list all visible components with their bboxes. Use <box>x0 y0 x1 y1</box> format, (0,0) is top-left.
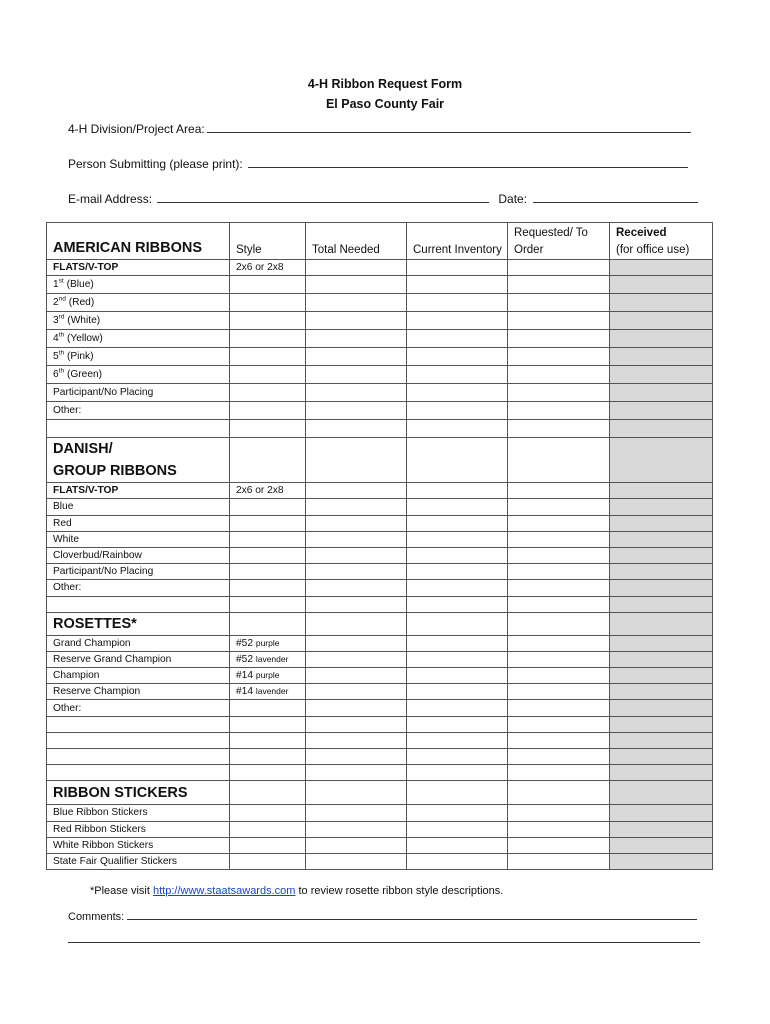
table-cell[interactable] <box>230 276 306 294</box>
table-cell[interactable] <box>508 805 610 821</box>
place-1 <box>47 276 230 294</box>
table-cell[interactable] <box>230 294 306 312</box>
danish-white: White <box>47 531 230 547</box>
label-text: th <box>58 349 65 357</box>
office-use-cell[interactable] <box>610 384 713 402</box>
table-row <box>47 438 713 483</box>
col-received-note: (for office use) <box>616 244 690 256</box>
label-text: lavender <box>255 686 289 697</box>
division-row <box>68 120 691 136</box>
table-cell[interactable] <box>508 716 610 732</box>
table-cell[interactable] <box>407 853 508 869</box>
table-cell[interactable] <box>47 749 230 765</box>
table-cell[interactable] <box>407 580 508 596</box>
table-cell[interactable] <box>508 515 610 531</box>
table-cell[interactable] <box>407 330 508 348</box>
table-cell[interactable] <box>508 294 610 312</box>
person-label: Person Submitting (please print): <box>68 157 243 171</box>
person-input-line[interactable] <box>248 155 688 168</box>
table-cell[interactable] <box>306 596 407 612</box>
table-cell[interactable] <box>230 732 306 748</box>
table-cell[interactable] <box>407 384 508 402</box>
label-text: th <box>58 367 65 375</box>
office-use-cell[interactable] <box>610 612 713 635</box>
form-title: 4-H Ribbon Request Form <box>307 77 463 91</box>
col-style: Style <box>230 223 306 260</box>
table-cell[interactable] <box>230 684 306 700</box>
table-cell[interactable] <box>230 515 306 531</box>
table-cell[interactable] <box>508 635 610 651</box>
table-row <box>47 402 713 420</box>
table-cell[interactable] <box>407 635 508 651</box>
office-use-cell[interactable] <box>610 580 713 596</box>
table-cell[interactable] <box>306 515 407 531</box>
table-cell[interactable] <box>508 732 610 748</box>
table-cell[interactable] <box>230 668 306 684</box>
table-cell[interactable] <box>508 438 610 483</box>
table-cell[interactable] <box>306 635 407 651</box>
table-row <box>47 294 713 312</box>
danish-other: Other: <box>47 580 230 596</box>
sticker-white: White Ribbon Stickers <box>47 837 230 853</box>
table-row <box>47 765 713 781</box>
table-cell[interactable] <box>407 837 508 853</box>
table-cell[interactable] <box>407 805 508 821</box>
table-cell[interactable] <box>47 596 230 612</box>
danish-heading <box>47 438 230 483</box>
table-row <box>47 749 713 765</box>
table-cell[interactable] <box>508 276 610 294</box>
office-use-cell[interactable] <box>610 366 713 384</box>
label-text: (Red) <box>68 297 95 309</box>
rosette-champion: Champion <box>47 668 230 684</box>
table-row <box>47 420 713 438</box>
table-cell[interactable] <box>407 515 508 531</box>
american-participant: Participant/No Placing <box>47 384 230 402</box>
table-cell[interactable] <box>306 384 407 402</box>
sticker-red: Red Ribbon Stickers <box>47 821 230 837</box>
american-style: 2x6 or 2x8 <box>230 260 306 276</box>
table-cell[interactable] <box>407 765 508 781</box>
table-cell[interactable] <box>306 668 407 684</box>
office-use-cell[interactable] <box>610 853 713 869</box>
label-text: lavender <box>255 653 289 664</box>
table-row <box>47 821 713 837</box>
table-cell[interactable] <box>230 596 306 612</box>
place-5 <box>47 348 230 366</box>
table-row <box>47 384 713 402</box>
table-row <box>47 732 713 748</box>
table-row <box>47 276 713 294</box>
office-use-cell[interactable] <box>610 515 713 531</box>
table-cell[interactable] <box>508 837 610 853</box>
american-heading: AMERICAN RIBBONS <box>47 223 230 260</box>
office-use-cell[interactable] <box>610 668 713 684</box>
label-text: 6 <box>53 369 59 381</box>
table-cell[interactable] <box>306 330 407 348</box>
label-text: nd <box>58 295 66 303</box>
table-row <box>47 668 713 684</box>
table-cell[interactable] <box>407 294 508 312</box>
table-cell[interactable] <box>508 853 610 869</box>
ribbon-request-table <box>46 222 713 870</box>
comments-row <box>68 907 697 923</box>
table-cell[interactable] <box>306 366 407 384</box>
table-cell[interactable] <box>306 564 407 580</box>
label-text: #14 <box>236 670 253 682</box>
table-row <box>47 223 713 260</box>
office-use-cell[interactable] <box>610 348 713 366</box>
table-row <box>47 837 713 853</box>
table-cell[interactable] <box>306 531 407 547</box>
table-row <box>47 483 713 499</box>
label-text: rd <box>58 313 65 321</box>
rosette-reserve-champion: Reserve Champion <box>47 684 230 700</box>
table-cell[interactable] <box>407 732 508 748</box>
table-cell[interactable] <box>306 716 407 732</box>
label-text: (Yellow) <box>66 333 103 345</box>
col-total-needed: Total Needed <box>306 223 407 260</box>
table-cell[interactable] <box>230 716 306 732</box>
table-cell[interactable] <box>407 547 508 563</box>
table-cell[interactable] <box>306 765 407 781</box>
table-cell[interactable] <box>306 260 407 276</box>
office-use-cell[interactable] <box>610 635 713 651</box>
table-cell[interactable] <box>230 499 306 515</box>
office-use-cell[interactable] <box>610 547 713 563</box>
office-use-cell[interactable] <box>610 700 713 716</box>
table-cell[interactable] <box>407 596 508 612</box>
person-row <box>68 155 688 171</box>
office-use-cell[interactable] <box>610 821 713 837</box>
label-text: 5 <box>53 351 59 363</box>
office-use-cell[interactable] <box>610 732 713 748</box>
table-cell[interactable] <box>230 420 306 438</box>
office-use-cell[interactable] <box>610 402 713 420</box>
table-cell[interactable] <box>508 564 610 580</box>
table-cell[interactable] <box>306 749 407 765</box>
office-use-cell[interactable] <box>610 420 713 438</box>
table-cell[interactable] <box>508 531 610 547</box>
email-input-line[interactable] <box>157 190 489 203</box>
table-cell[interactable] <box>407 749 508 765</box>
table-cell[interactable] <box>230 781 306 805</box>
comments-label: Comments: <box>68 911 125 923</box>
table-cell[interactable] <box>508 483 610 499</box>
label-text: #52 <box>236 653 253 665</box>
label-text: #52 <box>236 637 253 649</box>
table-cell[interactable] <box>508 749 610 765</box>
table-row <box>47 805 713 821</box>
table-row <box>47 596 713 612</box>
office-use-cell[interactable] <box>610 716 713 732</box>
table-cell[interactable] <box>407 716 508 732</box>
table-cell[interactable] <box>230 700 306 716</box>
table-cell[interactable] <box>407 564 508 580</box>
label-text: (White) <box>67 315 101 327</box>
table-cell[interactable] <box>230 805 306 821</box>
table-row <box>47 547 713 563</box>
rosette-reserve-grand: Reserve Grand Champion <box>47 651 230 667</box>
table-cell[interactable] <box>407 668 508 684</box>
table-row <box>47 612 713 635</box>
table-cell[interactable] <box>230 651 306 667</box>
email-row <box>68 190 698 206</box>
form-subtitle: El Paso County Fair <box>325 97 445 111</box>
table-cell[interactable] <box>508 700 610 716</box>
comments-input-line[interactable] <box>127 907 697 920</box>
american-other: Other: <box>47 402 230 420</box>
table-cell[interactable] <box>508 348 610 366</box>
col-received-title: Received <box>616 227 667 239</box>
comments-row-2 <box>68 930 700 946</box>
danish-participant: Participant/No Placing <box>47 564 230 580</box>
table-cell[interactable] <box>306 821 407 837</box>
table-cell[interactable] <box>306 805 407 821</box>
table-row <box>47 330 713 348</box>
table-cell[interactable] <box>306 499 407 515</box>
comments-input-line-2[interactable] <box>68 930 700 943</box>
table-cell[interactable] <box>230 402 306 420</box>
table-cell[interactable] <box>306 420 407 438</box>
office-use-cell[interactable] <box>610 260 713 276</box>
table-row <box>47 580 713 596</box>
table-cell[interactable] <box>47 732 230 748</box>
office-use-cell[interactable] <box>610 684 713 700</box>
table-cell[interactable] <box>306 700 407 716</box>
rosette-grand: Grand Champion <box>47 635 230 651</box>
table-row <box>47 853 713 869</box>
table-cell[interactable] <box>230 384 306 402</box>
email-label: E-mail Address: <box>68 192 153 206</box>
label-text: st <box>58 277 64 285</box>
table-cell[interactable] <box>508 547 610 563</box>
table-row <box>47 366 713 384</box>
table-cell[interactable] <box>230 765 306 781</box>
table-cell[interactable] <box>508 260 610 276</box>
table-cell[interactable] <box>306 294 407 312</box>
table-row <box>47 716 713 732</box>
table-cell[interactable] <box>407 420 508 438</box>
label-text: 2 <box>53 297 59 309</box>
label-text: th <box>58 331 65 339</box>
table-cell[interactable] <box>306 348 407 366</box>
table-cell[interactable] <box>508 312 610 330</box>
table-row <box>47 700 713 716</box>
table-cell[interactable] <box>407 402 508 420</box>
table-cell[interactable] <box>407 260 508 276</box>
table-cell[interactable] <box>230 837 306 853</box>
stickers-heading: RIBBON STICKERS <box>47 781 230 805</box>
table-cell[interactable] <box>47 420 230 438</box>
table-cell[interactable] <box>230 330 306 348</box>
table-cell[interactable] <box>407 499 508 515</box>
table-cell[interactable] <box>407 312 508 330</box>
table-cell[interactable] <box>230 312 306 330</box>
danish-sub: FLATS/V-TOP <box>47 483 230 499</box>
office-use-cell[interactable] <box>610 276 713 294</box>
label-text: DANISH/ <box>53 441 113 458</box>
office-use-cell[interactable] <box>610 438 713 483</box>
table-cell[interactable] <box>306 438 407 483</box>
table-cell[interactable] <box>508 366 610 384</box>
place-4 <box>47 330 230 348</box>
table-cell[interactable] <box>230 366 306 384</box>
table-cell[interactable] <box>306 781 407 805</box>
table-cell[interactable] <box>407 483 508 499</box>
table-row <box>47 515 713 531</box>
table-cell[interactable] <box>306 547 407 563</box>
table-cell[interactable] <box>306 312 407 330</box>
table-cell[interactable] <box>306 402 407 420</box>
table-cell[interactable] <box>407 276 508 294</box>
table-cell[interactable] <box>508 821 610 837</box>
label-text: 3 <box>53 315 59 327</box>
office-use-cell[interactable] <box>610 330 713 348</box>
label-text: 1 <box>53 279 59 291</box>
label-text: (Blue) <box>66 279 94 291</box>
table-row <box>47 635 713 651</box>
table-cell[interactable] <box>230 438 306 483</box>
table-cell[interactable] <box>230 749 306 765</box>
label-text: (Pink) <box>66 351 94 363</box>
label-text: #14 <box>236 686 253 698</box>
table-row <box>47 312 713 330</box>
table-cell[interactable] <box>508 596 610 612</box>
danish-style: 2x6 or 2x8 <box>230 483 306 499</box>
table-cell[interactable] <box>407 366 508 384</box>
place-6 <box>47 366 230 384</box>
label-text: 4 <box>53 333 59 345</box>
table-cell[interactable] <box>230 853 306 869</box>
table-cell[interactable] <box>508 668 610 684</box>
col-requested: Requested/ To Order <box>508 223 610 260</box>
table-cell[interactable] <box>407 531 508 547</box>
table-cell[interactable] <box>508 384 610 402</box>
office-use-cell[interactable] <box>610 531 713 547</box>
office-use-cell[interactable] <box>610 312 713 330</box>
table-row <box>47 564 713 580</box>
col-current-inventory: Current Inventory <box>407 223 508 260</box>
table-cell[interactable] <box>508 651 610 667</box>
table-cell[interactable] <box>230 635 306 651</box>
division-label: 4-H Division/Project Area: <box>68 122 205 136</box>
table-row <box>47 651 713 667</box>
table-cell[interactable] <box>508 420 610 438</box>
table-cell[interactable] <box>47 765 230 781</box>
table-cell[interactable] <box>230 348 306 366</box>
date-label: Date: <box>498 192 528 206</box>
table-cell[interactable] <box>306 276 407 294</box>
table-row <box>47 684 713 700</box>
danish-blue: Blue <box>47 499 230 515</box>
table-cell[interactable] <box>407 821 508 837</box>
rosettes-heading: ROSETTES* <box>47 612 230 635</box>
table-cell[interactable] <box>508 781 610 805</box>
rosette-other: Other: <box>47 700 230 716</box>
table-row <box>47 499 713 515</box>
office-use-cell[interactable] <box>610 564 713 580</box>
table-cell[interactable] <box>230 580 306 596</box>
table-cell[interactable] <box>306 580 407 596</box>
office-use-cell[interactable] <box>610 294 713 312</box>
table-cell[interactable] <box>230 612 306 635</box>
table-row <box>47 781 713 805</box>
table-cell[interactable] <box>306 483 407 499</box>
table-cell[interactable] <box>508 330 610 348</box>
office-use-cell[interactable] <box>610 805 713 821</box>
table-cell[interactable] <box>508 684 610 700</box>
label-text: *Please visit <box>90 885 153 897</box>
label-text: purple <box>255 670 280 681</box>
place-2 <box>47 294 230 312</box>
table-cell[interactable] <box>306 732 407 748</box>
table-cell[interactable] <box>306 684 407 700</box>
table-row <box>47 531 713 547</box>
col-received <box>610 223 713 260</box>
table-cell[interactable] <box>407 684 508 700</box>
table-cell[interactable] <box>508 612 610 635</box>
label-text: (Green) <box>66 369 103 381</box>
table-cell[interactable] <box>47 716 230 732</box>
table-cell[interactable] <box>306 651 407 667</box>
table-cell[interactable] <box>230 564 306 580</box>
table-cell[interactable] <box>508 580 610 596</box>
table-cell[interactable] <box>230 547 306 563</box>
table-cell[interactable] <box>230 821 306 837</box>
label-text: to review rosette ribbon style descriptions. <box>295 885 504 897</box>
table-cell[interactable] <box>306 837 407 853</box>
rosette-note <box>90 885 503 897</box>
office-use-cell[interactable] <box>610 765 713 781</box>
staats-link[interactable]: http://www.staatsawards.com <box>152 885 296 897</box>
office-use-cell[interactable] <box>610 483 713 499</box>
office-use-cell[interactable] <box>610 749 713 765</box>
label-text: GROUP RIBBONS <box>53 463 177 480</box>
place-3 <box>47 312 230 330</box>
office-use-cell[interactable] <box>610 837 713 853</box>
table-cell[interactable] <box>407 651 508 667</box>
table-cell[interactable] <box>407 612 508 635</box>
date-input-line[interactable] <box>533 190 698 203</box>
sticker-state: State Fair Qualifier Stickers <box>47 853 230 869</box>
table-row <box>47 260 713 276</box>
danish-red: Red <box>47 515 230 531</box>
american-sub: FLATS/V-TOP <box>47 260 230 276</box>
table-cell[interactable] <box>306 612 407 635</box>
table-cell[interactable] <box>306 853 407 869</box>
table-cell[interactable] <box>230 531 306 547</box>
division-input-line[interactable] <box>207 120 691 133</box>
table-cell[interactable] <box>407 438 508 483</box>
table-cell[interactable] <box>508 765 610 781</box>
table-cell[interactable] <box>407 348 508 366</box>
label-text: purple <box>255 637 280 648</box>
table-cell[interactable] <box>407 700 508 716</box>
office-use-cell[interactable] <box>610 651 713 667</box>
table-row <box>47 348 713 366</box>
office-use-cell[interactable] <box>610 499 713 515</box>
sticker-blue: Blue Ribbon Stickers <box>47 805 230 821</box>
office-use-cell[interactable] <box>610 781 713 805</box>
table-cell[interactable] <box>407 781 508 805</box>
table-cell[interactable] <box>508 499 610 515</box>
office-use-cell[interactable] <box>610 596 713 612</box>
table-cell[interactable] <box>508 402 610 420</box>
danish-cloverbud: Cloverbud/Rainbow <box>47 547 230 563</box>
